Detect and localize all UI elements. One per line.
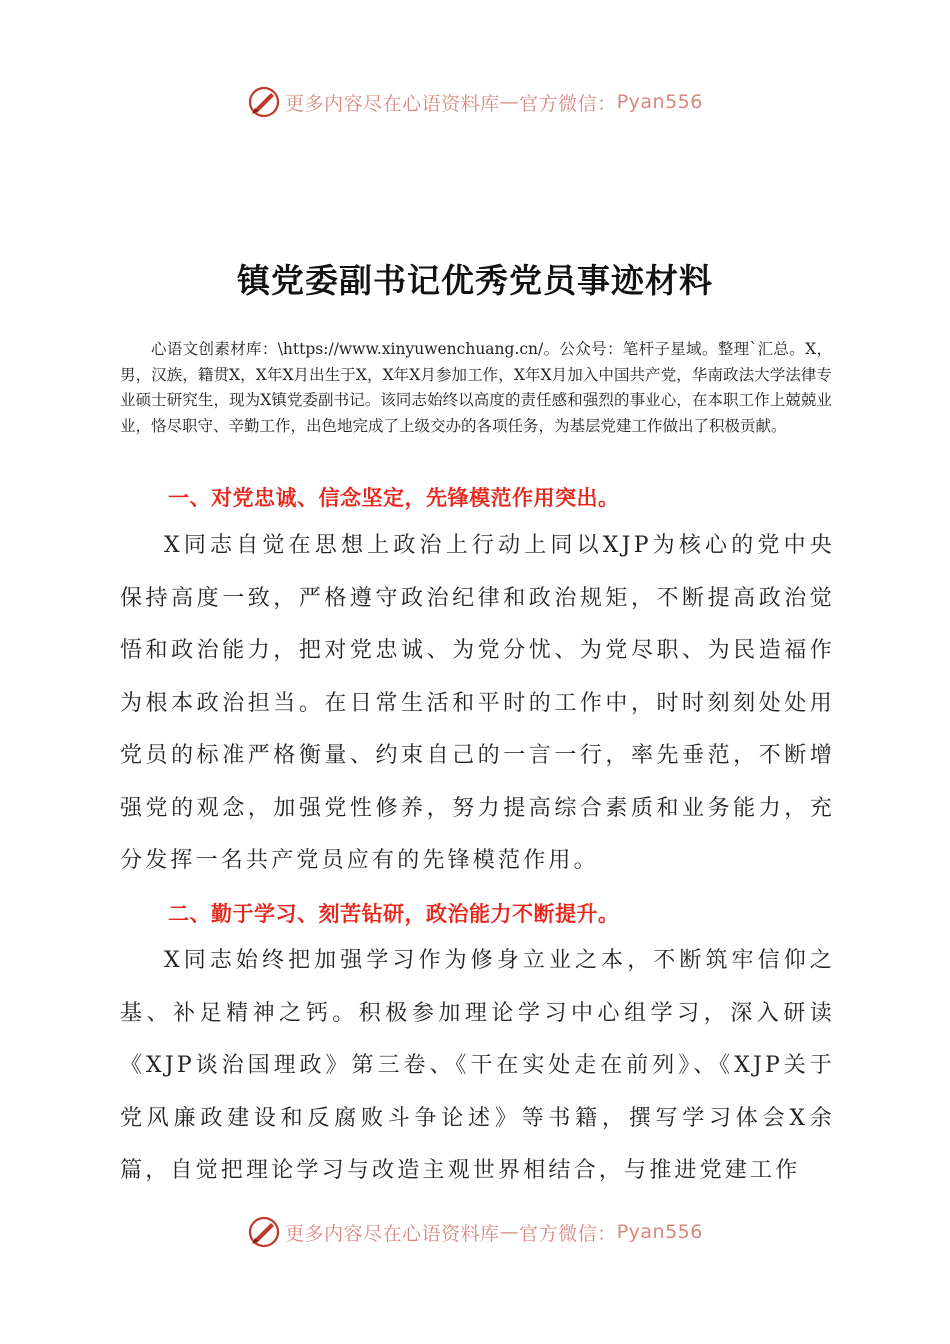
section-paragraph-1: X同志自觉在思想上政治上行动上同以XJP为核心的党中央保持高度一致，严格遵守政治纪律和政治规矩，不断提高政治觉悟和政治能力，把对党忠诚、为党分忧、为党尽职、为民造福作为根本政治担当。在日常生活和平时的工作中，时时刻刻处处用党员的标准严格衡量、约束自己的一言一行，率先垂范，不断增强党的观念，加强党性修养，努力提高综合素质和业务能力，充分发挥一名共产党员应有的先锋模范作用。 xyxy=(120,533,835,873)
intro-paragraph: 心语文创素材库：\https://www.xinyuwenchuang.cn/。公众号：笔杆子星域。整理`汇总。X，男，汉族，籍贯X，X年X月出生于X，X年X月参加工作，X年X月加入中国共产党，华南政法大学法律专业硕士研究生，现为X镇党委副书记。该同志始终以高度的责任感和强烈的事业心，在本职工作上兢兢业业，恪尽职守、辛勤工作，出色地完成了上级交办的各项任务，为基层党建工作做出了积极贡献。 xyxy=(120,340,832,435)
section-paragraph-2: X同志始终把加强学习作为修身立业之本，不断筑牢信仰之基、补足精神之钙。积极参加理论学习中心组学习，深入研读《XJP谈治国理政》第三卷、《干在实处走在前列》、《XJP关于党风廉政建设和反腐败斗争论述》等书籍，撰写学习体会X余篇，自觉把理论学习与改造主观世界相结合，与推进党建工作 xyxy=(120,948,835,1183)
banner-wechat-id: Pyan556 xyxy=(616,1221,703,1243)
section-heading-1: 一、对党忠诚、信念坚定，先锋模范作用突出。 xyxy=(168,486,620,510)
footer-watermark-banner xyxy=(0,1212,950,1252)
banner-separator: — xyxy=(499,1221,520,1243)
banner-separator: — xyxy=(499,91,520,113)
header-watermark-banner xyxy=(0,82,950,122)
banner-text: 更多内容尽在心语资料库 xyxy=(285,1222,500,1245)
pen-circle-logo-icon xyxy=(247,85,281,119)
banner-text: 更多内容尽在心语资料库 xyxy=(285,92,500,115)
document-title: 镇党委副书记优秀党员事迹材料 xyxy=(237,261,713,300)
section-heading-2: 二、勤于学习、刻苦钻研，政治能力不断提升。 xyxy=(168,902,620,926)
banner-wechat-label: 官方微信： xyxy=(519,92,617,115)
banner-wechat-id: Pyan556 xyxy=(616,91,703,113)
pen-circle-logo-icon xyxy=(247,1215,281,1249)
banner-wechat-label: 官方微信： xyxy=(519,1222,617,1245)
